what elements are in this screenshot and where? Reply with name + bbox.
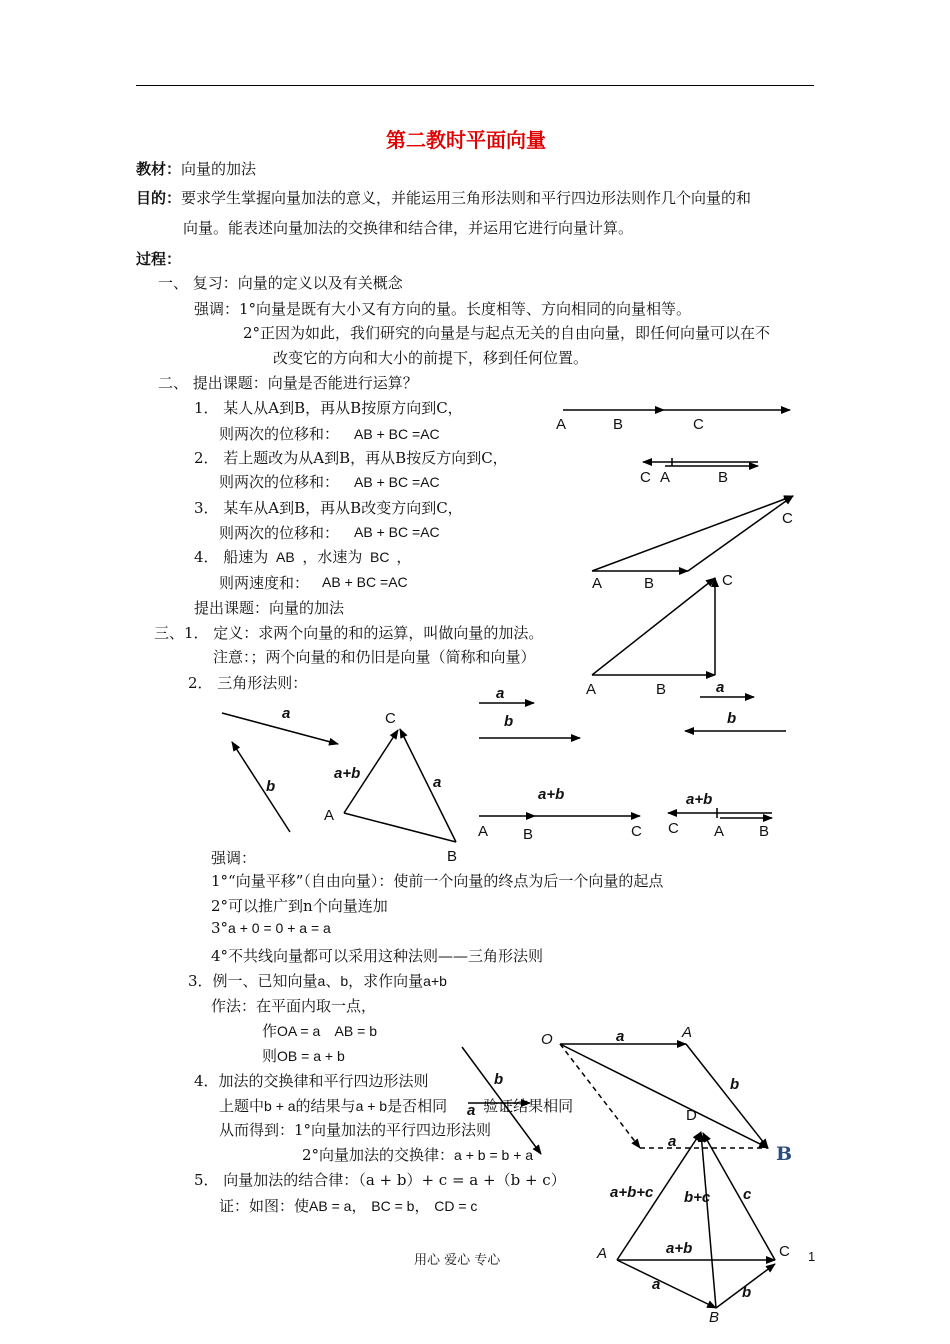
s2-item3: 3． 某车从A到B，再从B改变方向到C， — [194, 499, 463, 517]
pg-label-a: a — [616, 1028, 625, 1045]
s1-emph2b: 改变它的方向和大小的前提下，移到任何位置。 — [273, 349, 589, 367]
pg-A: A — [682, 1024, 693, 1041]
pg-label-a2: a — [668, 1133, 677, 1150]
tri-label-a: a — [282, 705, 291, 722]
tri-label-b: b — [266, 778, 276, 795]
boat-speed-label: 4． 船速为 — [194, 548, 269, 566]
f1-A: A — [556, 416, 567, 433]
s2-item2: 2． 若上题改为从A到B，再从B按反方向到C， — [194, 449, 508, 467]
s3-e4: 4°不共线向量都可以采用这种法则——三角形法则 — [211, 947, 544, 965]
page-title: 第二教时平面向量 — [386, 128, 546, 152]
page-number: 1 — [808, 1249, 816, 1264]
as-cd — [703, 1133, 775, 1260]
s3-example: 3．例一、已知向量a、b，求作向量a+b — [188, 972, 447, 990]
goal-text-1: 要求学生掌握向量加法的意义，并能运用三角形法则和平行四边形法则作几个向量的和 — [181, 189, 752, 207]
f4-B: B — [656, 681, 667, 698]
as-bd — [701, 1133, 716, 1308]
eq-row-4: AB + BC =AC — [322, 574, 408, 590]
s2-item1: 1． 某人从A到B，再从B按原方向到C， — [194, 399, 463, 417]
as-label-c: c — [743, 1186, 752, 1203]
opp-A: A — [714, 823, 725, 840]
s3-e1: 1°“向量平移”（自由向量）：使前一个向量的终点为后一个向量的起点 — [211, 872, 664, 890]
same-C: C — [631, 823, 642, 840]
s3-emph: 强调： — [211, 849, 257, 867]
f2-A: A — [660, 469, 671, 486]
as-A: A — [597, 1245, 608, 1262]
tri-B: B — [447, 848, 458, 865]
material-label: 教材： — [136, 160, 182, 178]
same-A: A — [478, 823, 489, 840]
s1-emph2a: 2°正因为如此，我们研究的向量是与起点无关的自由向量，即任何向量可以在不 — [243, 324, 771, 342]
fig3-vec-bc — [688, 496, 793, 571]
pg-o-down — [560, 1044, 640, 1148]
opp-B: B — [759, 823, 770, 840]
pg-O: O — [541, 1031, 553, 1048]
f4-A: A — [586, 681, 597, 698]
f1-B: B — [613, 416, 624, 433]
water-vec: BC — [370, 549, 390, 565]
tri-side-bc — [400, 729, 456, 842]
f3-A: A — [592, 575, 603, 592]
same-label-b: b — [504, 713, 514, 730]
s3-e2: 2°可以推广到n个向量连加 — [211, 897, 388, 915]
as-label-bc: b+c — [684, 1189, 711, 1206]
s3-tri: 2． 三角形法则： — [188, 674, 308, 692]
same-B: B — [523, 826, 534, 843]
s3-method: 作法：在平面内取一点， — [211, 997, 377, 1015]
s1-title: 一、 复习：向量的定义以及有关概念 — [158, 274, 403, 292]
fig3-vec-ac — [592, 496, 793, 571]
s3-make: 作OA = a AB = b — [262, 1022, 377, 1040]
pg-ab — [686, 1044, 768, 1148]
footer-motto: 用心 爱心 专心 — [414, 1253, 501, 1268]
pg-label-b: b — [730, 1076, 740, 1093]
s3-note: 注意：；两个向量的和仍旧是向量（简称和向量） — [213, 648, 536, 666]
boat-vec: AB — [276, 549, 295, 565]
s2-title: 二、 提出课题：向量是否能进行运算？ — [158, 374, 418, 392]
as-label-abc: a+b+c — [610, 1184, 654, 1201]
f3-C: C — [782, 510, 793, 527]
same-label-ab: a+b — [538, 786, 565, 803]
f1-C: C — [693, 416, 704, 433]
as-ab — [617, 1260, 716, 1308]
s2-item3-disp: 则两次的位移和： — [219, 524, 340, 542]
s3-l4: 4．加法的交换律和平行四边形法则 — [194, 1072, 429, 1090]
pg-B: B — [776, 1143, 793, 1165]
s3-l5: 5． 向量加法的结合律：（a + b）+ c = a +（b + c） — [194, 1171, 566, 1189]
eq-row-1: AB + BC =AC — [354, 426, 440, 442]
ex-label-a: a — [467, 1102, 476, 1119]
s1-emph1: 强调：1°向量是既有大小又有方向的量。长度相等、方向相同的向量相等。 — [194, 300, 692, 318]
as-label-ab: a+b — [666, 1240, 693, 1257]
f4-C: C — [722, 572, 733, 589]
ex-vec-b — [462, 1047, 541, 1154]
eq-row-2: AB + BC =AC — [354, 474, 440, 490]
s3-l5b: 证：如图：使AB = a， BC = b， CD = c — [219, 1197, 478, 1215]
as-B: B — [709, 1309, 720, 1326]
opp-label-b: b — [727, 710, 737, 727]
s3-e3: 3°a + 0 = 0 + a = a — [211, 919, 331, 937]
disp-label: 则两次的位移和： — [219, 425, 340, 443]
opp-label-ab: a+b — [686, 791, 713, 808]
tri-label-a2: a — [433, 774, 442, 791]
same-label-a: a — [496, 685, 505, 702]
f2-C: C — [640, 469, 651, 486]
tri-C: C — [385, 710, 396, 727]
tri-label-ab: a+b — [334, 765, 361, 782]
as-D: D — [686, 1107, 697, 1124]
process-label: 过程： — [136, 250, 182, 268]
fig4-vec-ac — [592, 578, 715, 675]
s3-l4c: 2°向量加法的交换律：a + b = b + a — [302, 1146, 534, 1164]
as-label-a: a — [652, 1276, 661, 1293]
goal-label: 目的： — [136, 189, 182, 207]
tri-vec-b — [232, 742, 290, 832]
pg-ob — [560, 1044, 768, 1148]
material-text: 向量的加法 — [181, 160, 257, 178]
goal-line-2: 向量。能表述向量加法的交换律和结合律，并运用它进行向量计算。 — [183, 219, 634, 237]
s2-topic: 提出课题：向量的加法 — [194, 599, 345, 617]
as-label-b: b — [742, 1284, 752, 1301]
s3-l4b: 从而得到：1°向量加法的平行四边形法则 — [219, 1121, 492, 1139]
tri-A: A — [324, 807, 335, 824]
s2-item2-disp: 则两次的位移和： — [219, 473, 340, 491]
tri-side-ab — [344, 813, 456, 842]
f2-B: B — [718, 469, 729, 486]
as-C: C — [779, 1243, 790, 1260]
s3-l4a: 上题中b + a的结果与a + b是否相同 验证结果相同 — [219, 1097, 574, 1115]
ex-label-b: b — [494, 1071, 504, 1088]
s2-item4-speed: 则两速度和： — [219, 574, 310, 592]
comma: ， — [396, 548, 412, 566]
opp-C: C — [668, 820, 679, 837]
f3-B: B — [644, 575, 655, 592]
s3-def: 三、1． 定义：求两个向量的和的运算，叫做向量的加法。 — [154, 624, 544, 642]
water-speed-label: ，水速为 — [302, 548, 363, 566]
tri-vec-a — [222, 713, 338, 744]
s3-then: 则OB = a + b — [262, 1047, 345, 1065]
opp-label-a: a — [716, 679, 725, 696]
eq-row-3: AB + BC =AC — [354, 524, 440, 540]
